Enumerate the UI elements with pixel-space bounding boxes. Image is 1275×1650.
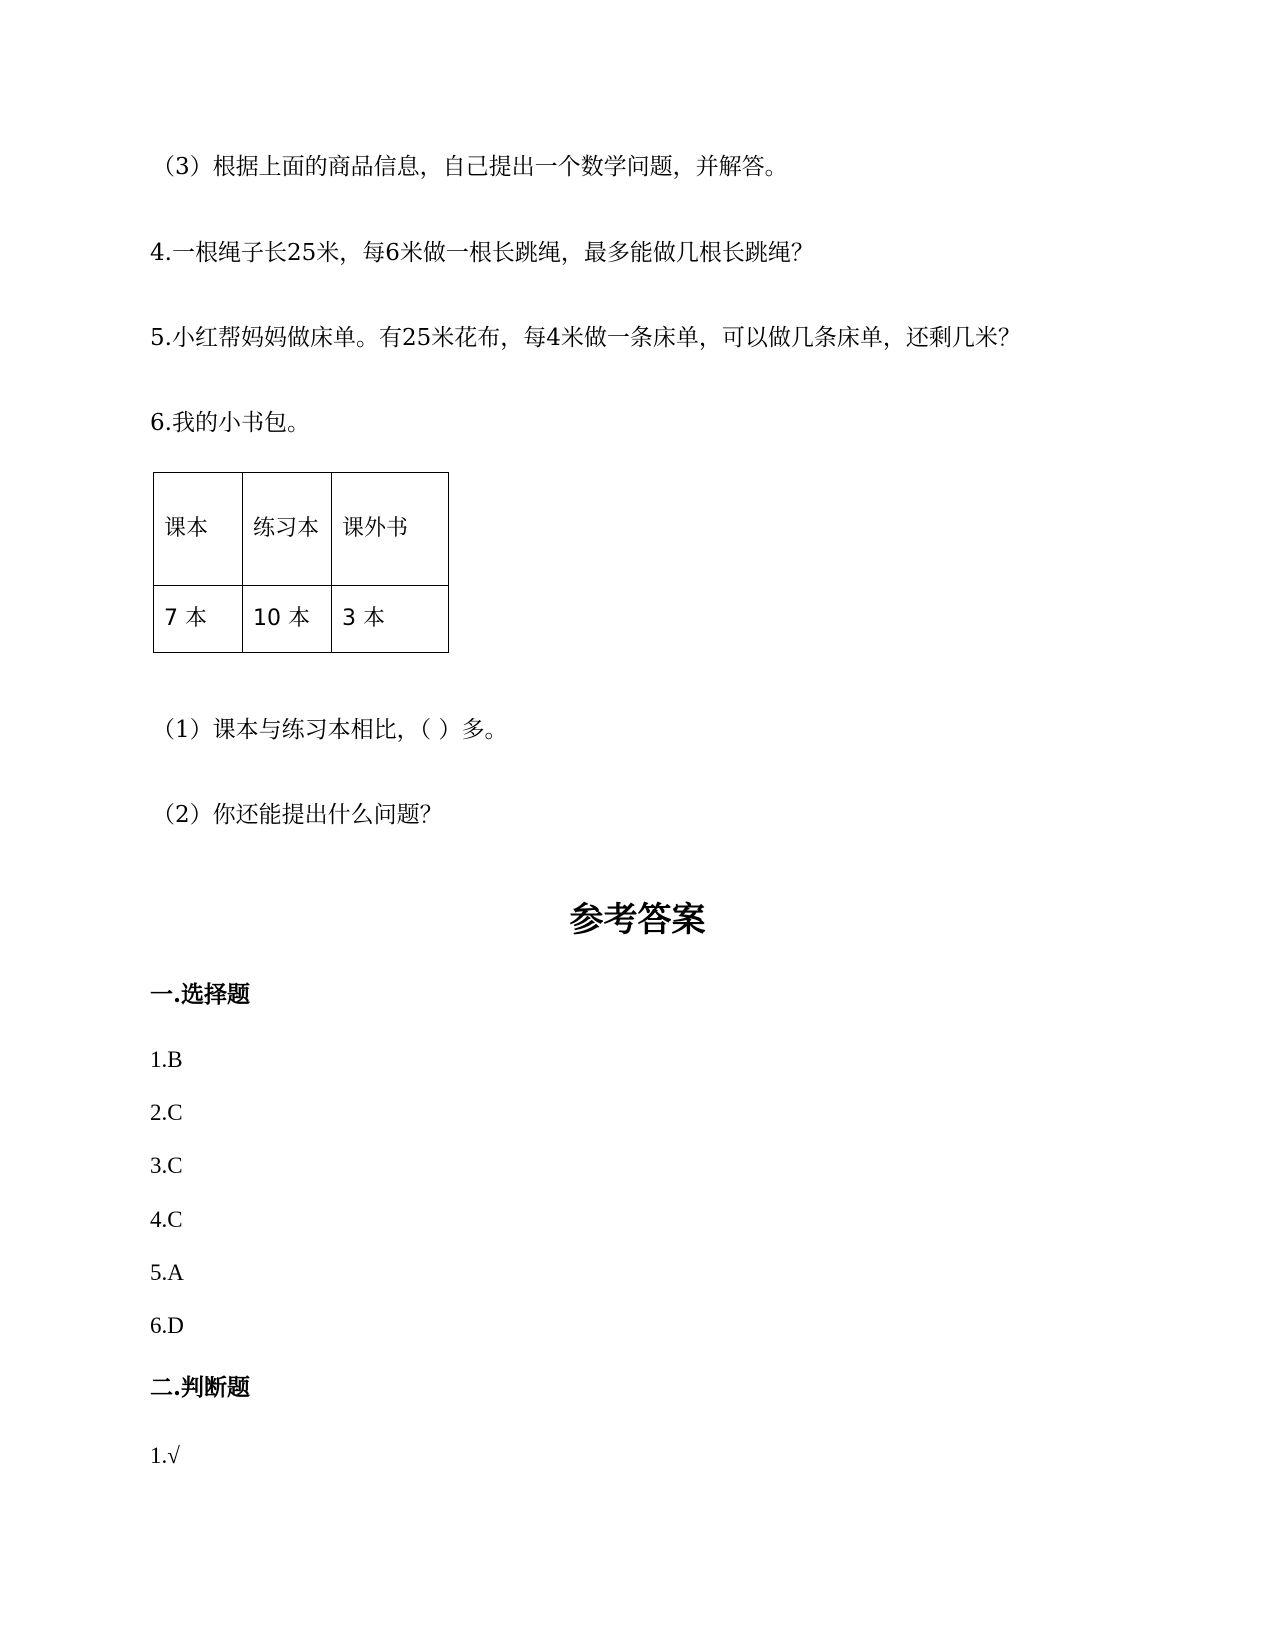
answer-item: 5.A [150,1260,184,1285]
table-header-cell: 课外书 [332,473,449,586]
answer-item: 3.C [150,1153,183,1178]
question-4: 4.一根绳子长25米，每6米做一根长跳绳，最多能做几根长跳绳？ [150,240,814,266]
answer-item: 2.C [150,1100,183,1125]
section-heading-choice: 一.选择题 [150,981,251,1008]
answer-item: 4.C [150,1207,183,1232]
question-6-part-1: （1）课本与练习本相比，（ ）多。 [152,717,508,743]
question-6-part-2: （2）你还能提出什么问题？ [152,802,443,828]
table-value-cell: 3 本 [332,586,449,653]
table-header-cell: 课本 [154,473,243,586]
question-6: 6.我的小书包。 [150,410,310,436]
table-value-row [154,586,449,653]
table-header-row [154,473,449,586]
question-5: 5.小红帮妈妈做床单。有25米花布，每4米做一条床单，可以做几条床单，还剩几米？ [150,325,1021,351]
table-header-cell: 练习本 [243,473,332,586]
schoolbag-table [153,472,449,653]
answer-item: 1.√ [150,1443,180,1468]
answer-key-title: 参考答案 [569,900,706,940]
table-value-cell: 10 本 [243,586,332,653]
answer-item: 6.D [150,1313,184,1338]
section-heading-judgement: 二.判断题 [150,1374,251,1401]
question-3-part-3: （3）根据上面的商品信息，自己提出一个数学问题，并解答。 [152,154,788,180]
answer-item: 1.B [150,1047,183,1072]
table-value-cell: 7 本 [154,586,243,653]
